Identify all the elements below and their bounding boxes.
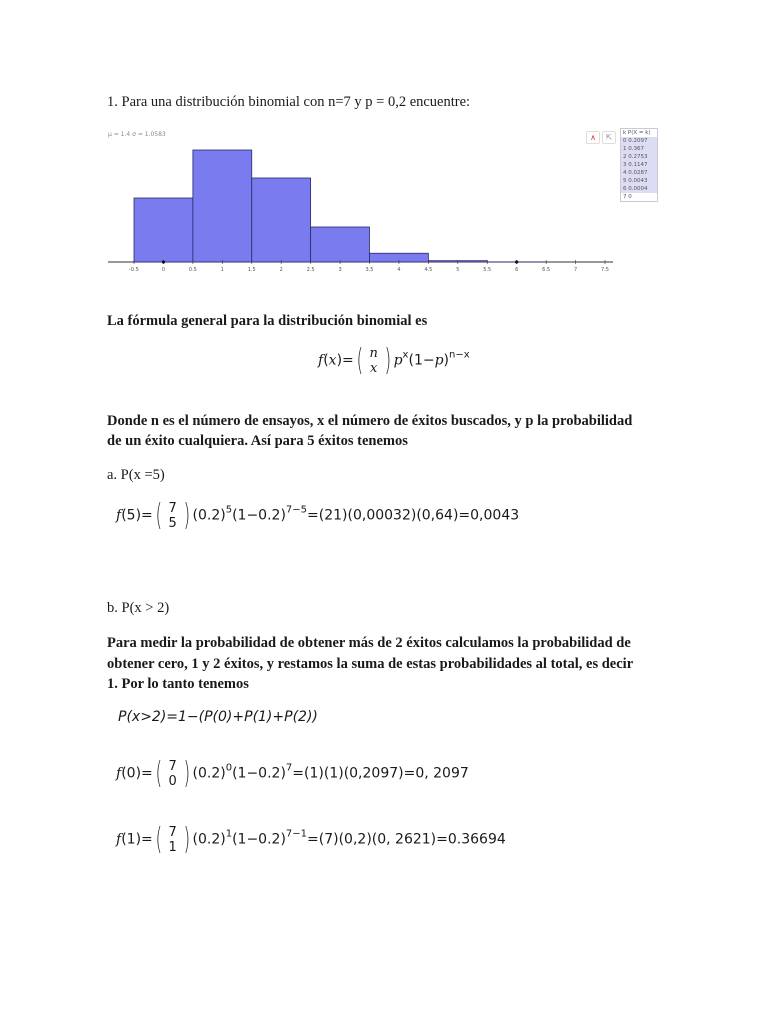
probability-table-row: 3 0.1147: [621, 161, 657, 169]
probability-table-row: 5 0.0043: [621, 177, 657, 185]
part-a-formula: f(5)=( 7 5 ) $(0.2)^5(1-0.2)^{7-5}=(21)(0,00032)(0,64)=0,0043$: [116, 498, 520, 533]
probability-table-row: 0 0.2097: [621, 137, 657, 145]
stats-label: μ = 1.4 σ = 1.0583: [108, 131, 166, 138]
f0-binom-top: 7: [168, 758, 177, 774]
x-tick-label: 7.5: [601, 267, 609, 273]
part-a-rhs: =(21)(0,00032)(0,64)=0,0043: [307, 507, 520, 524]
f1-arg: 1: [126, 831, 136, 848]
f1-lhs: f: [116, 831, 122, 848]
histogram-bar: [193, 150, 252, 262]
f0-binom: [165, 759, 181, 789]
part-b-paragraph-1: Para medir la probabilidad de obtener más de 2 éxitos calculamos la probabilidad de: [107, 635, 631, 651]
x-tick-label: 6: [515, 267, 519, 273]
f1-formula: f(1)=( 7 1 ) $(0.2)^1(1-0.2)^{7-1}=(7)(0,2)(0$, 2621)=0.36694: [116, 822, 506, 857]
f0-lhs: f: [116, 765, 122, 782]
x-tick-label: -0.5: [129, 267, 139, 273]
part-b-paragraph-3: 1. Por lo tanto tenemos: [107, 676, 249, 692]
f1-base: (0.2): [192, 831, 226, 848]
axis-point: [515, 260, 518, 263]
part-a-base: (0.2): [192, 507, 226, 524]
part-a-arg: 5: [126, 507, 136, 524]
x-tick-label: 1: [220, 267, 224, 273]
x-tick-label: 0.5: [188, 267, 197, 273]
probability-table-row: 1 0.367: [621, 145, 657, 153]
x-tick-label: 2.5: [306, 267, 315, 273]
x-tick-label: 3: [338, 267, 342, 273]
f1-mid: (1−0.2: [232, 831, 281, 848]
axis-point: [162, 260, 165, 263]
f0-rhs: =(1)(1)(0,2097)=0, 2097: [292, 765, 469, 782]
x-tick-label: 5.5: [483, 267, 492, 273]
f0-formula: f(0)=( 7 0 ) $(0.2)^0(1-0.2)^7=(1)(1)(0,2097)=0$, 2097: [116, 756, 469, 791]
x-tick-label: 4: [397, 267, 401, 273]
f1-binom: [165, 825, 181, 855]
probability-table-row: 2 0.2753: [621, 153, 657, 161]
histogram-bar: [252, 178, 311, 262]
probability-table-row: 7 0: [623, 194, 632, 200]
part-a-mid: (1−0.2: [232, 507, 281, 524]
formula-binom-x: x: [370, 360, 378, 376]
part-a-binom-bottom: 5: [168, 515, 177, 531]
part-a-lhs: f: [116, 507, 122, 524]
formula-p2: p: [434, 352, 444, 369]
f1-binom-top: 7: [168, 824, 177, 840]
histogram-bar: [311, 227, 370, 262]
part-b-paragraph-2: obtener cero, 1 y 2 éxitos, y restamos la suma de estas probabilidades al total, es decir: [107, 656, 634, 672]
formula-exp-x: x: [402, 349, 409, 361]
explanation-line-2: de un éxito cualquiera. Así para 5 éxitos tenemos: [107, 433, 408, 449]
x-tick-label: 1.5: [247, 267, 256, 273]
x-tick-label: 5: [456, 267, 460, 273]
formula-p: p: [393, 352, 403, 369]
normal-curve-icon[interactable]: ∧: [586, 131, 600, 144]
export-icon[interactable]: ⇱: [602, 131, 616, 144]
formula-x: x: [328, 352, 337, 369]
f0-base: (0.2): [192, 765, 226, 782]
f1-rhs: =(7)(0,2)(0, 2621)=0.36694: [307, 831, 506, 848]
f0-exp2: 7: [285, 762, 293, 774]
histogram-bar: [134, 198, 193, 262]
formula-heading: La fórmula general para la distribución binomial es: [107, 313, 428, 329]
f1-exp2: 7−1: [285, 828, 308, 840]
part-a-label: a. P(x =5): [107, 467, 165, 483]
x-tick-label: 6.5: [542, 267, 551, 273]
f1-binom-bottom: 1: [168, 839, 177, 855]
formula-f: f: [318, 352, 324, 369]
part-a-exp2: 7−5: [285, 504, 308, 516]
part-a-binom-top: 7: [168, 500, 177, 516]
f0-mid: (1−0.2: [232, 765, 281, 782]
probability-table-row: 4 0.0287: [621, 169, 657, 177]
part-a-binom: [165, 501, 181, 531]
f0-binom-bottom: 0: [168, 773, 177, 789]
probability-table: [620, 128, 658, 202]
question-1-title: 1. Para una distribución binomial con n=7 y p = 0,2 encuentre:: [107, 94, 471, 110]
x-tick-label: 7: [573, 267, 578, 273]
probability-table-header: k P(X = k): [621, 129, 657, 137]
f0-exp1: 0: [225, 762, 233, 774]
formula-exp-nx: n−x: [449, 349, 470, 361]
x-tick-label: 3.5: [365, 267, 374, 273]
explanation-line-1: Donde n es el número de ensayos, x el número de éxitos buscados, y p la probabilidad: [107, 413, 633, 429]
general-formula: f(x)=( n x ) $p^x(1-p)^{n-x}$: [318, 343, 470, 378]
formula-one-minus: 1−: [413, 352, 435, 369]
part-a-exp1: 5: [225, 504, 233, 516]
formula-binom-n: n: [369, 345, 378, 361]
probability-table-row: 6 0.0004: [621, 185, 657, 193]
x-tick-label: 0: [161, 267, 166, 273]
f1-exp1: 1: [225, 828, 233, 840]
f0-arg: 0: [126, 765, 136, 782]
complement-formula: P(x>2)=1−(P(0)+P(1)+P(2)): [118, 709, 318, 725]
part-b-label: b. P(x > 2): [107, 600, 170, 616]
x-tick-label: 4.5: [424, 267, 433, 273]
binomial-histogram: [105, 128, 665, 273]
histogram-svg: [105, 128, 665, 273]
x-tick-label: 2: [279, 267, 283, 273]
formula-binom: [365, 346, 381, 376]
